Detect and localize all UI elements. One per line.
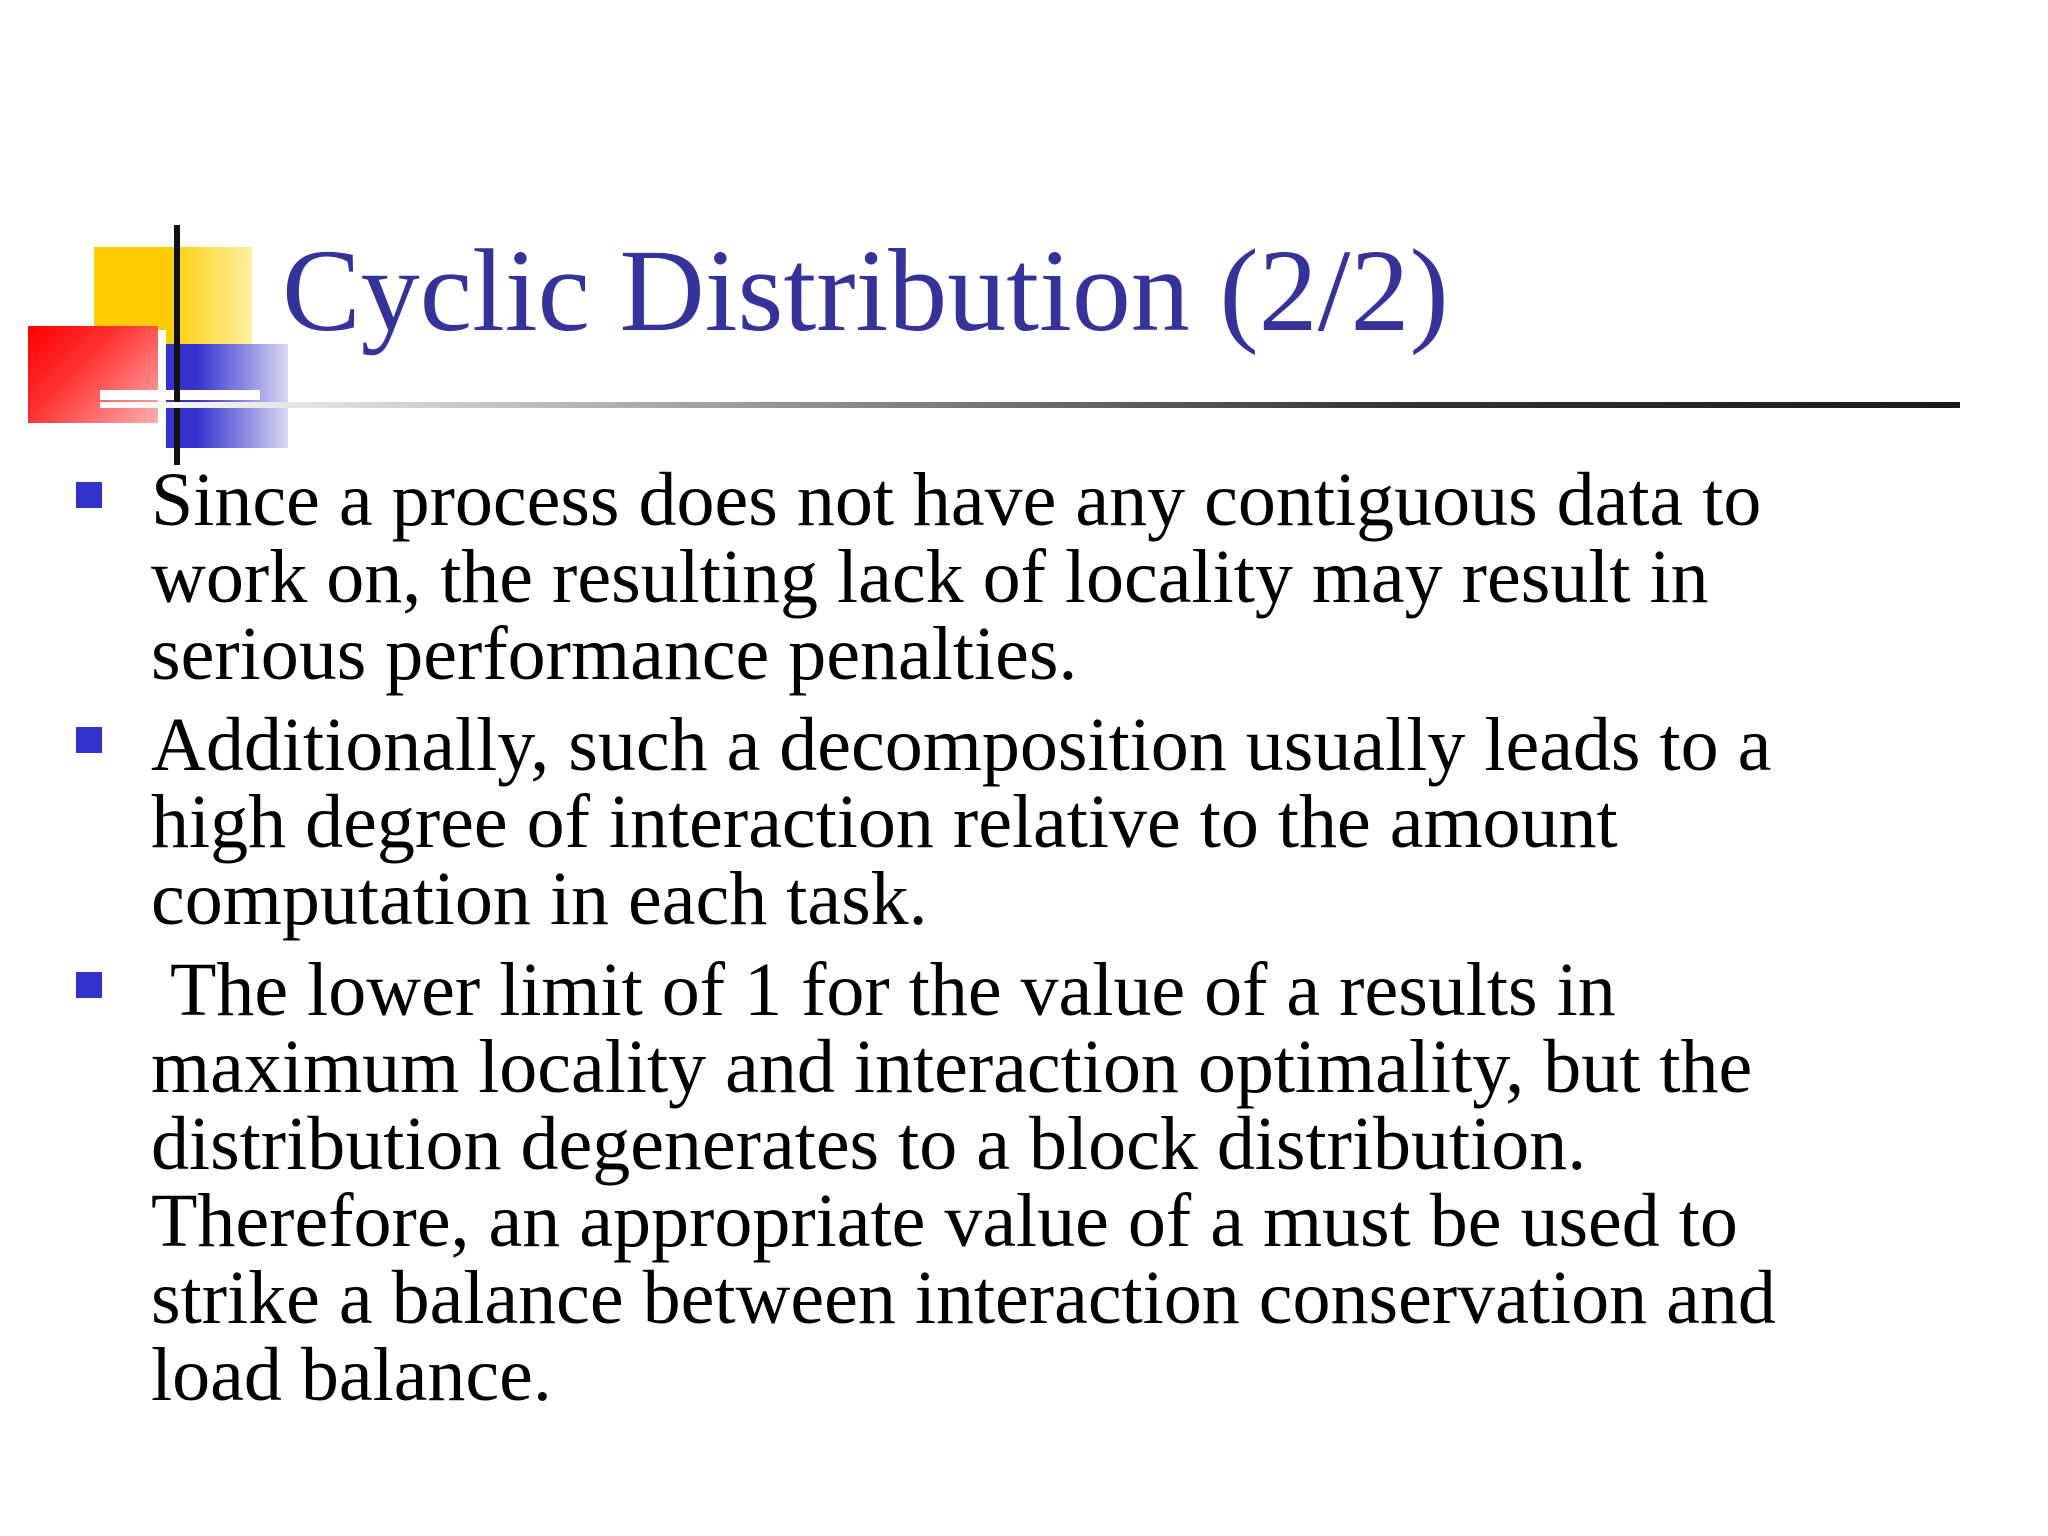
square-bullet-icon	[76, 727, 102, 753]
bullet-item	[0, 458, 1911, 696]
square-bullet-icon	[76, 972, 102, 998]
bullet-item	[0, 948, 1911, 1417]
bullet-text: Since a process does not have any contiguous data to work on, the resulting lack of locality may result in serious performance penalties.	[151, 458, 1781, 696]
bullet-list	[0, 458, 2048, 1428]
bullet-item	[0, 703, 1911, 941]
logo-white-gap	[158, 330, 166, 450]
logo-red-square	[28, 326, 158, 423]
bullet-text: Additionally, such a decomposition usually leads to a high degree of interaction relative to the amount computation in each task.	[151, 703, 1791, 941]
logo-white-crossbar	[100, 390, 260, 400]
title-underline	[100, 402, 1960, 408]
slide-title: Cyclic Distribution (2/2)	[282, 225, 1449, 356]
bullet-text: The lower limit of 1 for the value of a results in maximum locality and interaction optimality, but the distribution degenerates to a block distribution. Therefore, an appropriate value of a must be used to strike a balance between interaction conservation and load balance.	[151, 948, 1795, 1417]
logo-vertical-line	[174, 225, 180, 465]
square-bullet-icon	[76, 482, 102, 508]
